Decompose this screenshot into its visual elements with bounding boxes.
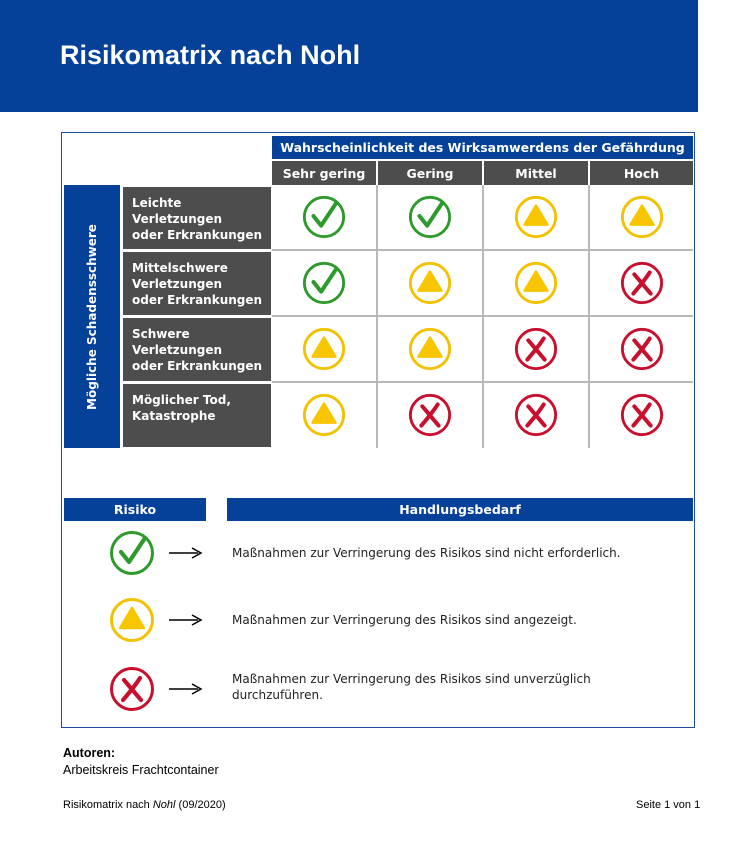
legend-item-cross	[108, 665, 688, 715]
cross-circle-icon	[407, 392, 453, 438]
legend-text-line: Maßnahmen zur Verringerung des Risikos sind nicht erforderlich.	[232, 546, 621, 560]
authors-label: Autoren:	[63, 746, 116, 760]
legend-text	[232, 612, 577, 628]
legend-text-line: Maßnahmen zur Verringerung des Risikos sind unverzüglich	[232, 672, 591, 686]
row-header-line: oder Erkrankungen	[132, 359, 263, 373]
cross-circle-icon	[619, 392, 665, 438]
footer-prefix: Risikomatrix nach	[63, 799, 153, 811]
legend-text-line: durchzuführen.	[232, 688, 323, 702]
warning-triangle-icon	[407, 260, 453, 306]
arrow-right-icon	[168, 546, 204, 560]
matrix-cell	[590, 251, 694, 315]
legend-item-warning	[108, 596, 688, 646]
row-header-line: oder Erkrankungen	[132, 293, 263, 307]
page-title: Risikomatrix nach Nohl	[60, 40, 361, 70]
legend-text-line: Maßnahmen zur Verringerung des Risikos sind angezeigt.	[232, 613, 577, 627]
matrix-cell	[272, 317, 376, 381]
matrix-cell	[484, 185, 588, 249]
checkmark-circle-icon	[407, 194, 453, 240]
legend-item-check	[108, 529, 688, 579]
warning-triangle-icon	[108, 596, 156, 644]
column-header-sehr-gering: Sehr gering	[272, 161, 376, 185]
warning-triangle-icon	[407, 326, 453, 372]
matrix-cell	[484, 251, 588, 315]
warning-triangle-icon	[301, 326, 347, 372]
authors-value: Arbeitskreis Frachtcontainer	[63, 763, 219, 777]
matrix-cell	[484, 383, 588, 447]
row-header-schwer	[123, 318, 271, 381]
risk-header: Risiko	[64, 498, 206, 521]
row-header-line: Verletzungen	[132, 343, 223, 357]
column-header-hoch: Hoch	[590, 161, 693, 185]
cross-circle-icon	[619, 260, 665, 306]
arrow-right-icon	[168, 613, 204, 627]
matrix-cell	[272, 251, 376, 315]
cross-circle-icon	[513, 392, 559, 438]
matrix-cell	[378, 185, 482, 249]
warning-triangle-icon	[301, 392, 347, 438]
warning-triangle-icon	[513, 194, 559, 240]
page-header	[0, 0, 698, 112]
cross-circle-icon	[619, 326, 665, 372]
matrix-cell	[590, 185, 694, 249]
row-header-line: Leichte Verletzungen	[132, 196, 223, 226]
legend-text	[232, 545, 621, 561]
footer-author-name: Nohl	[152, 799, 176, 811]
cross-circle-icon	[513, 326, 559, 372]
row-header-tod	[123, 384, 271, 447]
matrix-cell	[272, 383, 376, 447]
checkmark-circle-icon	[301, 260, 347, 306]
matrix-cell	[378, 317, 482, 381]
matrix-cell	[590, 317, 694, 381]
row-header-line: Verletzungen	[132, 277, 223, 291]
row-header-mittelschwer	[123, 252, 271, 315]
column-header-mittel: Mittel	[484, 161, 588, 185]
row-header-line: Möglicher Tod,	[132, 393, 231, 407]
matrix-cell	[378, 251, 482, 315]
action-header: Handlungsbedarf	[227, 498, 693, 521]
legend-text	[232, 671, 591, 703]
warning-triangle-icon	[513, 260, 559, 306]
row-header-line: Mittelschwere	[132, 261, 228, 275]
footer-suffix: (09/2020)	[175, 799, 226, 811]
footer-page-number: Seite 1 von 1	[636, 799, 701, 811]
checkmark-circle-icon	[108, 529, 156, 577]
matrix-cell	[590, 383, 694, 447]
column-header-gering: Gering	[378, 161, 482, 185]
arrow-right-icon	[168, 682, 204, 696]
cross-circle-icon	[108, 665, 156, 713]
severity-label: Mögliche Schadensschwere	[85, 223, 99, 410]
warning-triangle-icon	[619, 194, 665, 240]
matrix-cell	[378, 383, 482, 447]
probability-header: Wahrscheinlichkeit des Wirksamwerdens der Gefährdung	[272, 136, 693, 159]
checkmark-circle-icon	[301, 194, 347, 240]
row-header-line: oder Erkrankungen	[132, 228, 263, 242]
severity-sidebar	[64, 185, 120, 448]
row-header-line: Schwere	[132, 327, 190, 341]
footer-document-info	[63, 799, 226, 811]
row-header-leicht	[123, 187, 271, 249]
matrix-cell	[484, 317, 588, 381]
row-header-line: Katastrophe	[132, 409, 216, 423]
matrix-cell	[272, 185, 376, 249]
